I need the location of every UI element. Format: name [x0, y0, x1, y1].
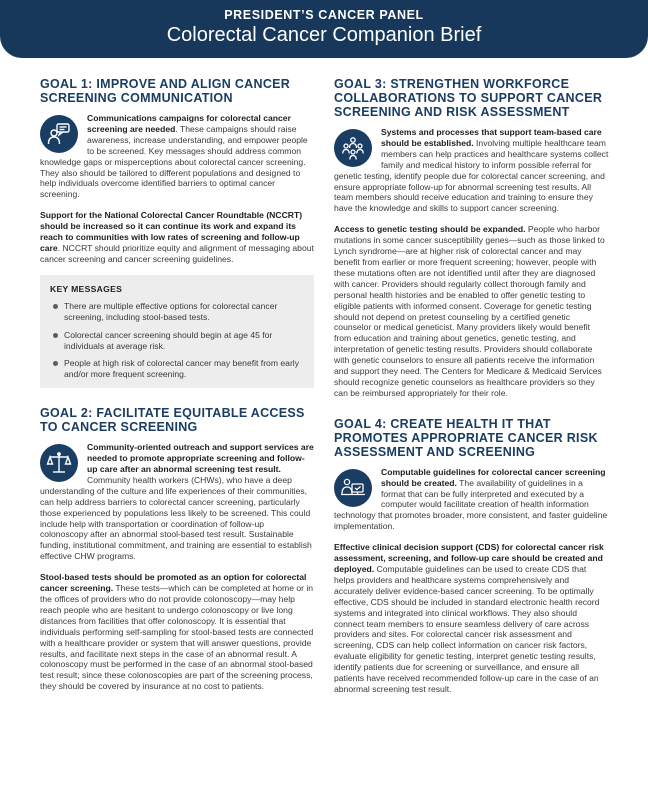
- key-messages-list: [50, 301, 304, 380]
- key-message-item: Colorectal cancer screening should begin at age 45 for individuals at average risk.: [50, 330, 304, 352]
- goal2-p2-lead: Stool-based tests should be promoted as an option for colorectal cancer screening.: [40, 572, 307, 594]
- page-title: Colorectal Cancer Companion Brief: [166, 24, 482, 46]
- goal2-p1-body: Community health workers (CHWs), who have a deep understanding of the culture and life experiences of their communities, can help address barriers to colorectal cancer screening, particularly those experienced by populations less likely to be screened. This could include help with transportation or coordination of follow-up colonoscopy after an abnormal stool-based test result. Sustainable funding, institutional commitment, and training are essential to establish effective CHW programs.: [40, 474, 312, 562]
- key-message-item: People at high risk of colorectal cancer may benefit from early and/or more frequent screening.: [50, 358, 304, 380]
- left-column: [40, 77, 314, 702]
- goal2-paragraph-1: [40, 442, 314, 562]
- goal3-title-line: GOAL 3: STRENGTHEN WORKFORCE: [334, 77, 570, 91]
- goal1-p2-lead: Support for the National Colorectal Cancer Roundtable (NCCRT) should be increased so it can continue its work and expand its reach to communities with low rates of screening and follow-up care: [40, 210, 303, 253]
- chat-bubble-person-icon: [40, 115, 78, 153]
- goal3-title: [334, 77, 609, 119]
- balance-scale-icon: [40, 444, 78, 482]
- goal2-title: [40, 406, 314, 434]
- goal3-p2-lead: Access to genetic testing should be expanded.: [334, 224, 526, 235]
- header-banner: [0, 0, 648, 58]
- goal1-title: [40, 77, 314, 105]
- goal1-paragraph-1: [40, 113, 314, 200]
- goal2-title-line: TO CANCER SCREENING: [40, 420, 198, 435]
- goal2-p1-lead: Community-oriented outreach and support services are needed to promote appropriate screening and follow-up care after an abnormal screening test result.: [87, 442, 314, 475]
- goal1-p1-body: . These campaigns should raise awareness, increase understanding, and empower people to be screened. Key messages should address common knowledge gaps or misperceptions about colorectal cancer screening. They also should be tailored to different populations and designed to help individuals overcome identified barriers to optimal cancer screening.: [40, 123, 308, 200]
- key-messages-heading: KEY MESSAGES: [50, 283, 123, 294]
- goal2-p2-body: These tests—which can be completed at home or in the offices of providers who do not provide colonoscopy—may help reach people who are hesitant to undergo colonoscopy or live long distances from facilities that offer colonoscopy. It is essential that individuals performing self-sampling for stool-based tests are connected with a healthcare provider or system that will answer questions, provide results, and facilitate next steps in the case of an abnormal result. A colonoscopy must be performed in the case of an abnormal stool-based test result; since these colonoscopies are part of the screening process, they should be covered by insurance at no cost to patients.: [40, 583, 314, 692]
- goal4-p2-body: Computable guidelines can be used to create CDS that helps providers and healthcare systems comprehensively and accurately deliver evidence-based cancer screening. To be optimally effective, CDS should be included in standard electronic health record systems and integrated into clinical workflows. They also should connect team members to ensure seamless delivery of care across providers and sites. For colorectal cancer risk assessment and screening, CDS can help collect information on cancer risk factors, evaluate eligibility for genetic testing, interpret genetic testing results, identify patients due for screening or surveillance, and ensure all patients have received recommended follow-up care in the case of an abnormal screening test result.: [334, 564, 600, 694]
- goal1-title-line: SCREENING COMMUNICATION: [40, 91, 233, 105]
- goal3-title-line: SCREENING AND RISK ASSESSMENT: [334, 105, 570, 119]
- goal4-title-line: GOAL 4: CREATE HEALTH IT THAT: [334, 416, 551, 431]
- goal4-p1-body: The availability of guidelines in a format that can be fully interpreted and executed by a computer would facilitate creation of health information technology that promotes broader, more consistent, and faster guideline implementation.: [334, 477, 608, 532]
- goal3-paragraph-1: [334, 127, 609, 214]
- goal2-paragraph-2: [40, 572, 314, 692]
- section-spacer: [334, 409, 609, 417]
- goal3-paragraph-2: [334, 224, 609, 399]
- goal4-paragraph-1: [334, 467, 609, 532]
- panel-name: PRESIDENT’S CANCER PANEL: [224, 8, 424, 22]
- goal3-title-line: COLLABORATIONS TO SUPPORT CANCER: [334, 91, 603, 105]
- goal4-title: [334, 417, 609, 459]
- goal4-title-line: PROMOTES APPROPRIATE CANCER RISK: [334, 430, 598, 445]
- goal4-paragraph-2: [334, 542, 609, 695]
- person-at-computer-icon: [334, 469, 372, 507]
- key-message-item: There are multiple effective options for colorectal cancer screening, including stool-based tests.: [50, 301, 304, 323]
- team-people-icon: [334, 129, 372, 167]
- goal1-p2-body: . NCCRT should prioritize equity and alignment of messaging about cancer screening and cancer screening guidelines.: [40, 242, 314, 264]
- goal4-p1-lead: Computable guidelines for colorectal cancer screening should be created.: [381, 466, 606, 488]
- goal1-title-line: GOAL 1: IMPROVE AND ALIGN CANCER: [40, 77, 291, 91]
- goal2-title-line: GOAL 2: FACILITATE EQUITABLE ACCESS: [40, 406, 305, 421]
- goal3-p1-lead: Systems and processes that support team-based care should be established.: [381, 127, 602, 148]
- goal3-p1-body: Involving multiple healthcare team members can help practices and healthcare systems collect family and medical history to inform possible referral for genetic testing, identify people due for colorectal cancer screening, and ensure appropriate follow-up for abnormal screening test results. All team members should receive education and training to ensure they have the knowledge and skills to support cancer screening.: [334, 137, 609, 214]
- right-column: [334, 77, 609, 705]
- goal4-title-line: ASSESSMENT AND SCREENING: [334, 444, 536, 459]
- goal3-p2-body: People who harbor mutations in some cancer susceptibility genes—such as those linked to Lynch syndrome—are at higher risk of colorectal cancer and may benefit from earlier or more frequent screening; however, people with these mutations often are not identified until after they are diagnosed with cancer. Providers should regularly collect thorough family and personal health histories and be enabled to offer genetic testing to eligible patients with informed consent. Coverage for genetic testing should not depend on pretest counseling by a certified genetic counselor or medical geneticist. Many providers likely would benefit from education and training about genetics, genetic testing, and interpretation of genetic testing results. Providers should collaborate with genetic counselors to ensure all patients receive the information and support they need. The Centers for Medicare & Medicaid Services should recognize genetic counselors as healthcare providers so they can be reimbursed appropriately for their role.: [334, 224, 605, 398]
- goal1-p1-lead: Communications campaigns for colorectal cancer screening are needed: [87, 113, 291, 134]
- key-messages-box: [40, 275, 314, 388]
- goal4-p2-lead: Effective clinical decision support (CDS) for colorectal cancer risk assessment, screening, and follow-up care should be created and deployed.: [334, 542, 604, 574]
- goal1-paragraph-2: [40, 210, 314, 265]
